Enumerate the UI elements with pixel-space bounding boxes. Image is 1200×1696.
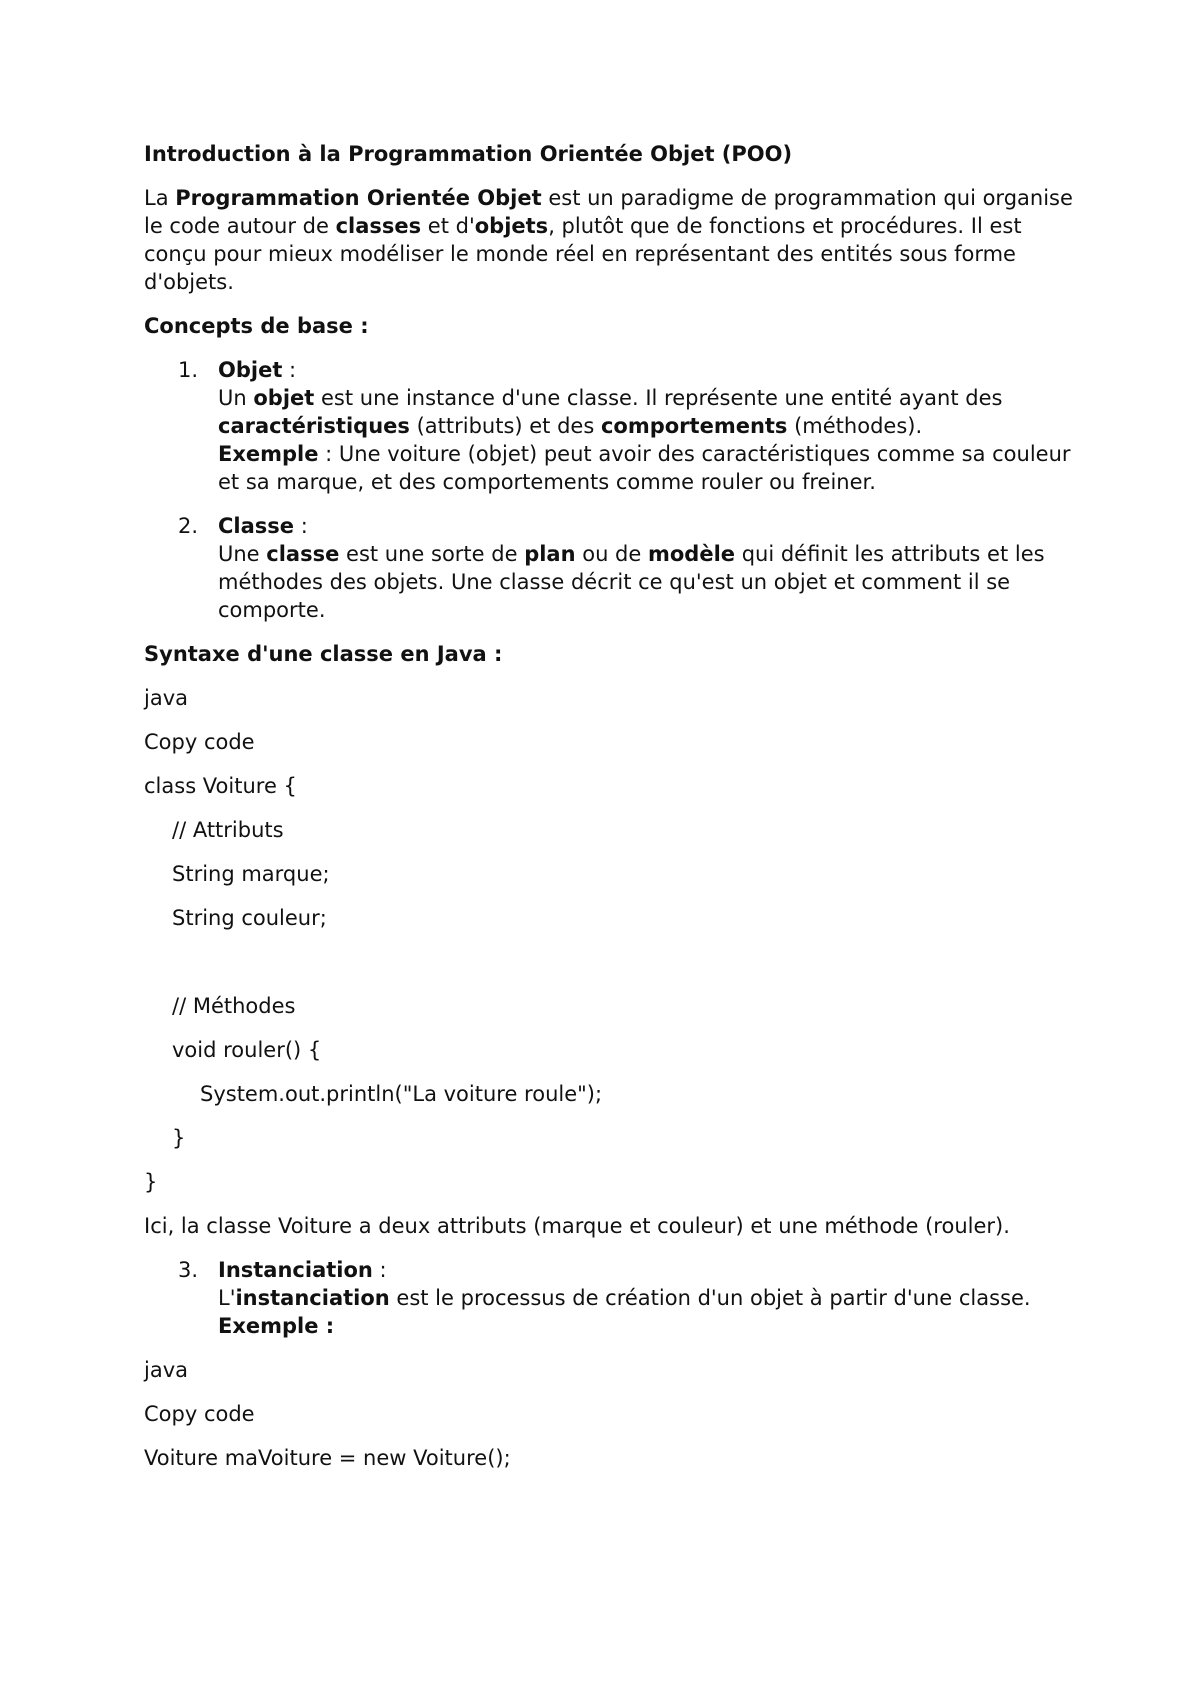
- list-item-label: Objet: [218, 358, 283, 382]
- body-text: (méthodes).: [787, 414, 923, 438]
- code-line: class Voiture {: [144, 774, 297, 798]
- body-text: L': [218, 1286, 236, 1310]
- code-line: String couleur;: [172, 906, 327, 930]
- list-item-objet: [144, 356, 1074, 496]
- document-title: Introduction à la Programmation Orientée Objet (POO): [144, 142, 793, 166]
- list-item-example: [218, 440, 1074, 496]
- syntax-heading: Syntaxe d'une classe en Java :: [144, 642, 503, 666]
- body-text: est une instance d'une classe. Il représente une entité ayant des: [314, 386, 1003, 410]
- code-language-label: java: [144, 1358, 188, 1382]
- list-item-colon: :: [372, 1258, 387, 1282]
- code-line: String marque;: [172, 862, 330, 886]
- list-number: 1.: [178, 358, 199, 382]
- body-bold: objet: [253, 386, 315, 410]
- body-bold: modèle: [647, 542, 736, 566]
- intro-bold-objets: objets: [474, 214, 549, 238]
- code-line: }: [144, 1170, 158, 1194]
- copy-code-button[interactable]: Copy code: [144, 730, 255, 754]
- code-language-label: java: [144, 686, 188, 710]
- example-label: Exemple: [218, 442, 319, 466]
- list-number: 3.: [178, 1258, 199, 1282]
- list-item-title: [218, 356, 1074, 384]
- example-label: Exemple :: [218, 1314, 335, 1338]
- copy-code-button[interactable]: Copy code: [144, 1402, 255, 1426]
- body-bold: instanciation: [235, 1286, 390, 1310]
- body-bold: plan: [524, 542, 576, 566]
- list-item-colon: :: [282, 358, 297, 382]
- body-text: Une: [218, 542, 267, 566]
- list-item-body: [218, 384, 1074, 440]
- body-bold: caractéristiques: [218, 414, 410, 438]
- list-item-title: [218, 1256, 1074, 1284]
- list-item-instanciation: [144, 1256, 1074, 1340]
- body-text: est une sorte de: [339, 542, 525, 566]
- body-text: Un: [218, 386, 254, 410]
- code-line: void rouler() {: [172, 1038, 322, 1062]
- list-number: 2.: [178, 514, 199, 538]
- example-text: : Une voiture (objet) peut avoir des caractéristiques comme sa couleur et sa marque, et des comportements comme rouler ou freiner.: [218, 442, 1071, 494]
- code-blank-line: [144, 948, 1074, 976]
- intro-bold-classes: classes: [335, 214, 422, 238]
- concepts-heading: Concepts de base :: [144, 314, 369, 338]
- code-line: // Attributs: [172, 818, 284, 842]
- list-item-body: [218, 1284, 1074, 1312]
- list-item-label: Classe: [218, 514, 295, 538]
- body-text: (attributs) et des: [409, 414, 601, 438]
- code-line: Voiture maVoiture = new Voiture();: [144, 1446, 511, 1470]
- list-item-classe: [144, 512, 1074, 624]
- code-line: // Méthodes: [172, 994, 296, 1018]
- after-code-paragraph: Ici, la classe Voiture a deux attributs (marque et couleur) et une méthode (rouler).: [144, 1214, 1010, 1238]
- body-text: qui définit les attributs et les méthodes des objets. Une classe décrit ce qu'est un objet et comment il se comporte.: [218, 542, 1045, 622]
- list-item-label: Instanciation: [218, 1258, 373, 1282]
- intro-text: La: [144, 186, 176, 210]
- body-text: est le processus de création d'un objet à partir d'une classe.: [389, 1286, 1031, 1310]
- intro-text: et d': [421, 214, 475, 238]
- body-bold: classe: [266, 542, 340, 566]
- document-page: [144, 140, 1074, 1488]
- intro-text: est un paradigme de programmation qui organise le code autour de: [144, 186, 1073, 238]
- intro-text: , plutôt que de fonctions et procédures. Il est conçu pour mieux modéliser le monde réel en représentant des entités sous forme d'objets.: [144, 214, 1022, 294]
- code-line: System.out.println("La voiture roule");: [200, 1082, 603, 1106]
- body-bold: comportements: [600, 414, 788, 438]
- list-item-colon: :: [294, 514, 308, 538]
- list-item-title: [218, 512, 1074, 540]
- list-item-body: [218, 540, 1074, 624]
- body-text: ou de: [575, 542, 648, 566]
- code-line: }: [172, 1126, 186, 1150]
- list-item-example: [218, 1312, 1074, 1340]
- intro-paragraph: [144, 184, 1074, 296]
- intro-bold-poo: Programmation Orientée Objet: [175, 186, 542, 210]
